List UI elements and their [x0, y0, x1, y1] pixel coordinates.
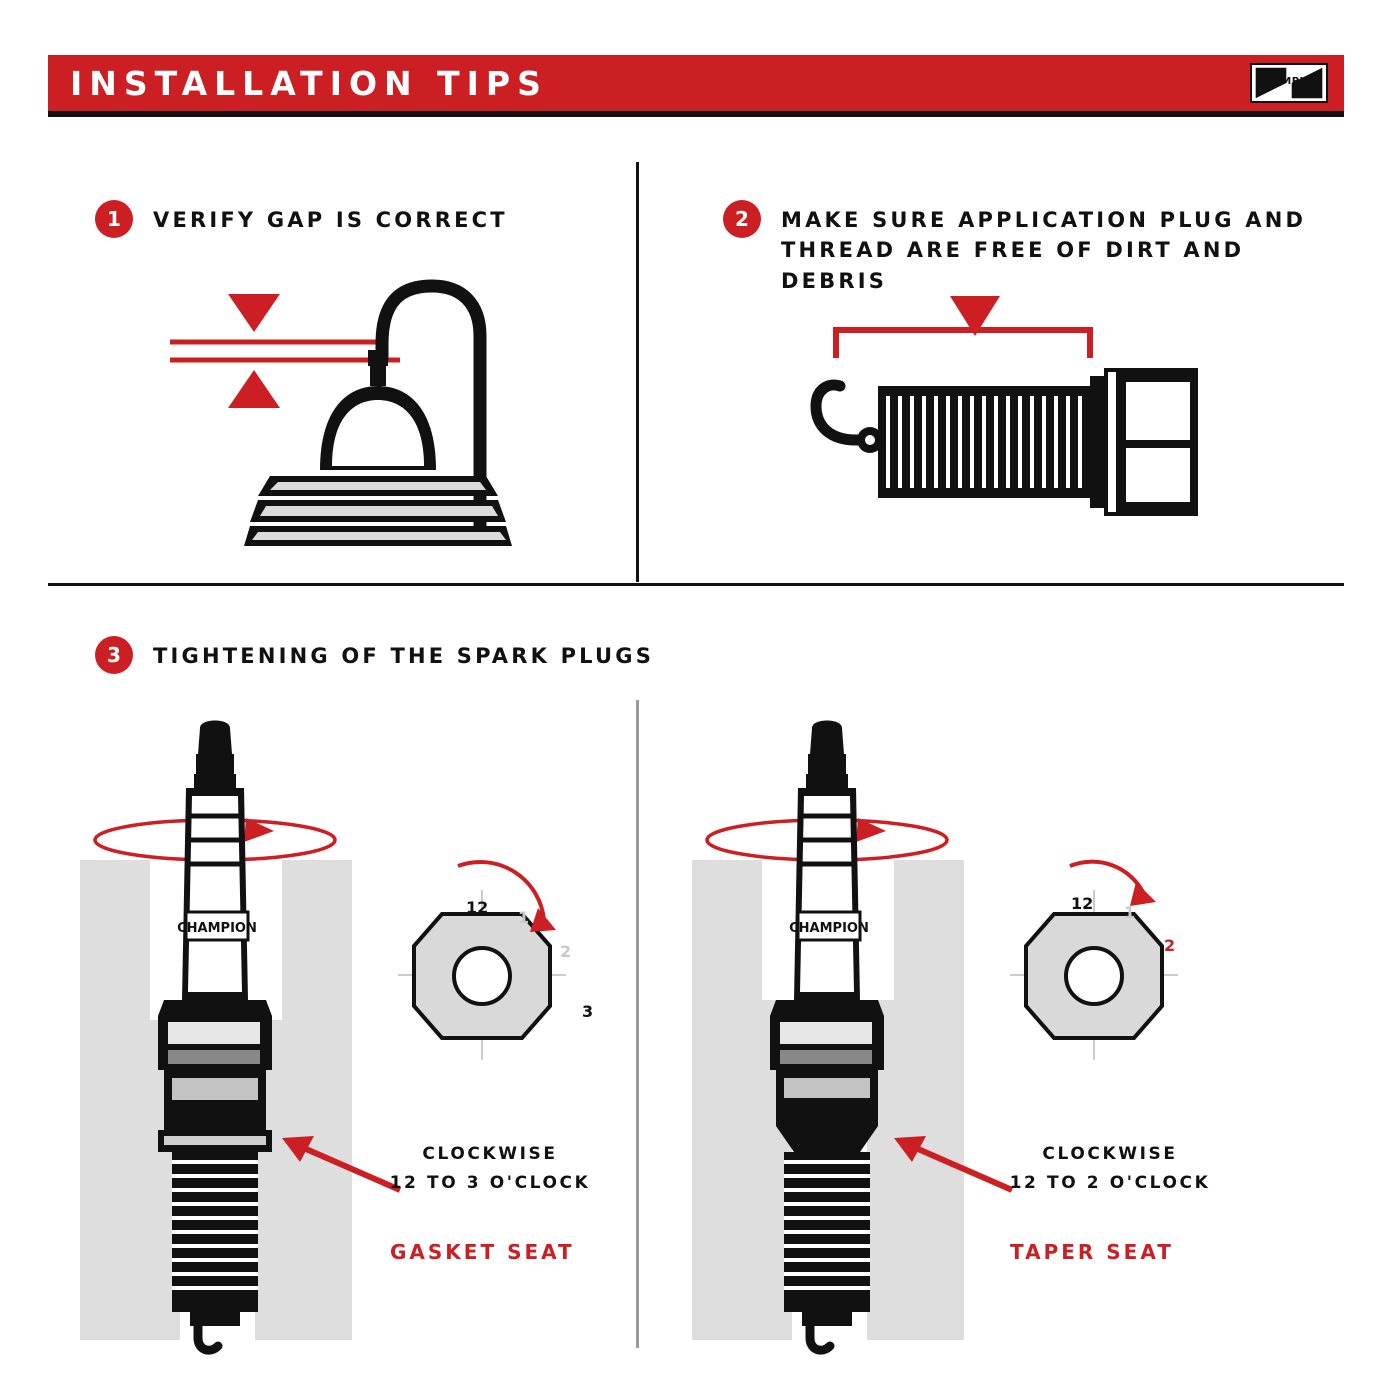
gap-check-illustration	[150, 280, 580, 550]
left-clock-caption-line2: 12 TO 3 O'CLOCK	[389, 1172, 591, 1193]
step-3-number: 3	[95, 636, 133, 674]
page-title: INSTALLATION TIPS	[70, 63, 548, 103]
thread-clean-illustration	[800, 290, 1280, 560]
clock-label-12-right: 12	[1071, 894, 1094, 913]
clock-label-2-right: 2	[1164, 936, 1176, 955]
right-clock-caption-line2: 12 TO 2 O'CLOCK	[1009, 1172, 1211, 1193]
left-clock-caption	[355, 1140, 625, 1198]
step-3-label: TIGHTENING OF THE SPARK PLUGS	[153, 644, 655, 668]
header-underline	[48, 111, 1344, 117]
champion-logo-text: CHAMPION	[1256, 76, 1322, 87]
divider-vertical-bottom	[636, 700, 639, 1348]
step-2-number: 2	[723, 200, 761, 238]
header-bar	[48, 55, 1344, 111]
clock-label-1-left: 1	[518, 908, 530, 927]
plug-brand-right: CHAMPION	[789, 921, 869, 936]
clock-label-3-left: 3	[582, 1002, 594, 1021]
step-3-header	[95, 636, 654, 674]
right-clock-caption-line1: CLOCKWISE	[1042, 1144, 1178, 1164]
divider-horizontal-middle	[48, 583, 1344, 586]
clock-label-1-right: 1	[1124, 903, 1136, 922]
step-2-label: MAKE SURE APPLICATION PLUG AND THREAD ARE FREE OF DIRT AND DEBRIS	[781, 208, 1307, 293]
clock-label-2-left: 2	[560, 942, 572, 961]
step-1-number: 1	[95, 200, 133, 238]
step-1-label: VERIFY GAP IS CORRECT	[153, 208, 508, 232]
gasket-seat-label: GASKET SEAT	[390, 1240, 575, 1264]
divider-vertical-top	[636, 162, 639, 582]
champion-logo	[1250, 63, 1328, 103]
step-1-header	[95, 200, 508, 238]
step-2-header	[723, 200, 1323, 296]
taper-seat-label: TAPER SEAT	[1010, 1240, 1174, 1264]
right-clock-caption	[975, 1140, 1245, 1198]
left-clock-caption-line1: CLOCKWISE	[422, 1144, 558, 1164]
clock-label-12-left: 12	[466, 898, 489, 917]
plug-brand-left: CHAMPION	[177, 921, 257, 936]
